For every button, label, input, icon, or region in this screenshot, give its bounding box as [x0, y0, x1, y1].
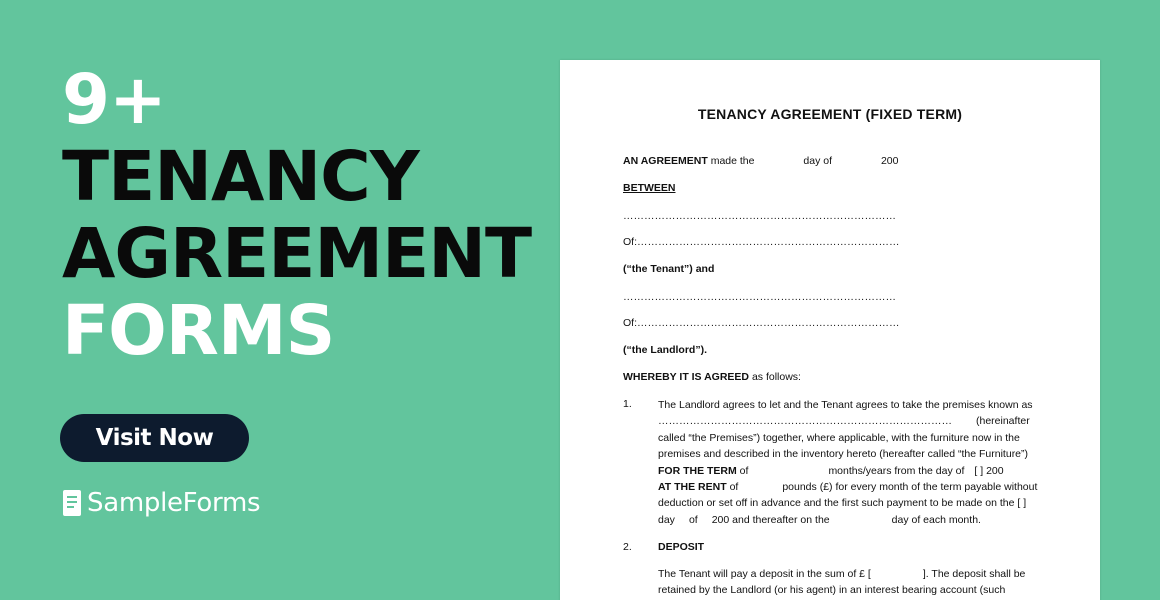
tenant-label: (“the Tenant”) and — [623, 263, 715, 275]
between-heading: BETWEEN — [623, 182, 676, 194]
document-preview — [560, 60, 1100, 600]
headline — [62, 62, 542, 370]
clause-number: 2. — [623, 541, 632, 553]
landlord-label: (“the Landlord”). — [623, 344, 707, 356]
dotted-line: …………………………………………………………………… — [623, 210, 896, 222]
agreement-line: AN AGREEMENT made the day of 200 — [623, 155, 899, 167]
clause-deposit: The Tenant will pay a deposit in the sum of £ [ ]. The deposit shall be retained by the Landlord (or his agent) in an interest bearing account (such — [658, 568, 1026, 597]
clause-number: 1. — [623, 398, 632, 410]
dotted-line: …………………………………………………………………… — [623, 291, 896, 303]
headline-count: 9+ — [62, 60, 166, 140]
clause-term: The Landlord agrees to let and the Tenant agrees to take the premises known as ………………………………………………………………………… (hereinafter called “the Premises”) together, where applicable, with the furniture now in the premises and described in the inventory hereto (hereafter called “the Furniture”) FOR THE TERM of months/years from the day of [ ] 200 AT THE RENT of pounds (£) for every month of the term payable without deduction or set off in advance and the first such payment to be made on the [ ] day of 200 and thereafter on the day of each month. — [658, 399, 1038, 526]
brand-name: SampleForms — [87, 488, 261, 518]
address-line: Of:………………………………………………………………… — [623, 317, 900, 329]
visit-now-button[interactable]: Visit Now — [60, 414, 249, 462]
deposit-heading: DEPOSIT — [658, 541, 705, 553]
headline-agreement: AGREEMENT — [62, 214, 532, 294]
headline-tenancy: TENANCY — [62, 137, 419, 217]
brand-logo[interactable] — [63, 488, 260, 518]
headline-forms: FORMS — [62, 291, 335, 371]
address-line: Of:………………………………………………………………… — [623, 236, 900, 248]
whereby-line: WHEREBY IT IS AGREED as follows: — [623, 371, 801, 383]
document-icon — [63, 490, 81, 516]
document-title: TENANCY AGREEMENT (FIXED TERM) — [697, 106, 963, 122]
